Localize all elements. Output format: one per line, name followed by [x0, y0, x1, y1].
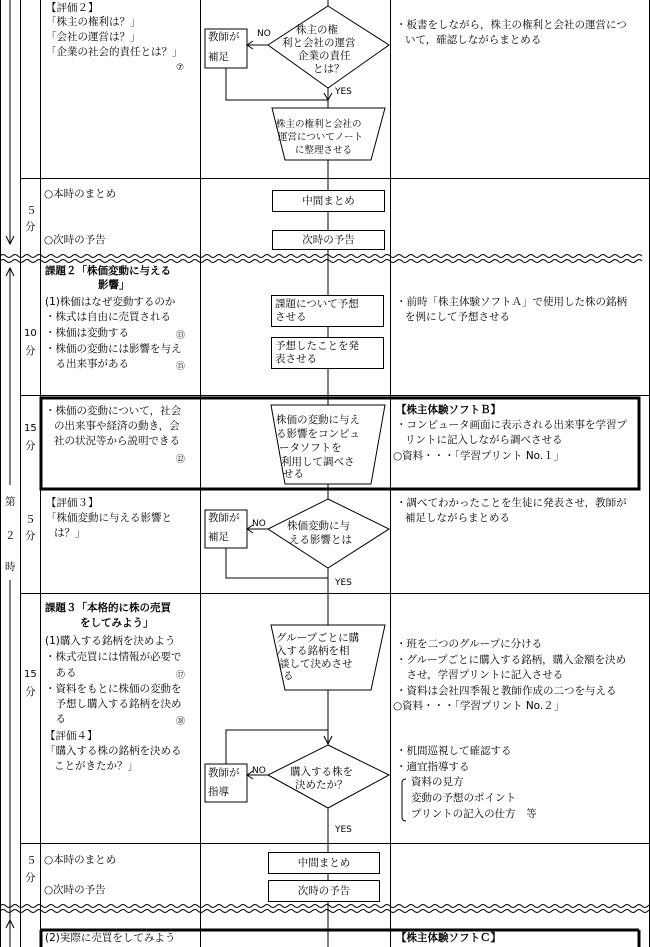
- trap-1-line-1: 株主の権利と会社の: [276, 119, 362, 130]
- sec3-trap-line-4: 利用して調べさ: [281, 456, 355, 468]
- task3-right2-line-2: ・適宜指導する: [396, 761, 470, 773]
- eval3-label: 【評価３】: [46, 497, 99, 509]
- summary2-next-box: 次時の予告: [268, 880, 380, 902]
- summary1-next-box: 次時の予告: [272, 230, 385, 250]
- diamond-3-line-2: 決めたか？: [295, 779, 348, 791]
- sec3-trap-line-3: ータソフトを: [279, 442, 342, 454]
- task3-item-4: ・資料をもとに株価の変動を: [45, 683, 182, 695]
- sec3-left-line-3: 社の状況等から説明できる: [54, 435, 180, 447]
- eval2-line-1: 「株主の権利は？」: [46, 16, 141, 28]
- task2-box-2-line-2: 表させる: [275, 353, 317, 365]
- teacher-box-1-line-2: 補足: [208, 51, 229, 63]
- sec4-minutes-num: ５: [25, 514, 36, 526]
- diamond-1-line-2: 利と会社の運営: [282, 37, 356, 49]
- teacher-box-3-line-1: 教師が: [208, 767, 240, 779]
- task3-item-5: 予想し購入する銘柄を決め: [45, 698, 182, 710]
- right-text-1-line-1: ・板書をしながら，株主の権利と会社の運営につ: [396, 19, 627, 31]
- sec4-right-line-1: ・調べてわかったことを生徒に発表させ，教師が: [396, 497, 627, 509]
- task2-sub1: (1)株価はなぜ変動するのか: [45, 296, 176, 308]
- sec3-number-12: ⑫: [176, 455, 186, 465]
- sec3-trap-line-2: る影響をコンピュ: [276, 428, 360, 440]
- summary1-summary-label: ○本時のまとめ: [44, 188, 117, 200]
- diamond-2-line-1: 株価変動に与: [287, 520, 350, 532]
- summary2-mid-box: 中間まとめ: [268, 852, 380, 874]
- teacher-box-2-line-1: 教師が: [208, 512, 240, 524]
- task2-minutes-num: 10: [24, 328, 37, 339]
- task3-item-1: (1)購入する銘柄を決めよう: [45, 635, 176, 647]
- eval2-line-3: 「企業の社会的責任とは？」: [46, 46, 183, 58]
- summary1-mid-box: 中間まとめ: [272, 190, 385, 212]
- task2-item-3: ・株価の変動には影響を与え: [45, 343, 182, 355]
- diamond-3-line-1: 購入する株を: [290, 766, 353, 778]
- sec3-trap-line-1: 株価の変動に与え: [276, 414, 360, 426]
- task2-number-13: ⑬: [176, 331, 186, 341]
- task3-bracket-line-1: 資料の見方: [411, 776, 464, 788]
- eval4-line-1: 「購入する株の銘柄を決める: [45, 745, 182, 757]
- summary2-minutes-num: ５: [26, 855, 37, 867]
- sec3-minutes-num: 15: [24, 423, 37, 434]
- diamond-1-line-1: 株主の権: [296, 24, 338, 36]
- sec4-minutes-unit: 分: [25, 530, 36, 542]
- summary2-preview-label: ○次時の予告: [44, 884, 106, 896]
- sec3-left-line-2: の出来事や経済の動き，会: [54, 420, 180, 432]
- task3-right-line-5: ○資料・・・「学習プリント No.２」: [393, 700, 565, 712]
- task3-title-line-2: をしてみよう」: [80, 617, 154, 629]
- task2-title-line-2: 影響」: [98, 279, 130, 291]
- eval4-label: 【評価４】: [45, 730, 98, 742]
- task2-box-2-line-1: 予想したことを発: [275, 340, 359, 352]
- sec6-left-text: (2)実際に売買をしてみよう: [45, 932, 176, 944]
- task2-box-1-line-1: 課題について予想: [275, 298, 359, 310]
- yes-label-2: YES: [335, 578, 352, 588]
- sec3-right-line-2: リントに記入しながら調べさせる: [405, 434, 563, 446]
- teacher-box-3-line-2: 指導: [208, 786, 229, 798]
- eval4-line-2: ことがきたか？」: [54, 760, 138, 772]
- no-label-1: NO: [257, 29, 271, 39]
- task3-number-18: ⑱: [176, 717, 186, 727]
- trap-1-line-2: 運営についてノート: [278, 132, 364, 143]
- task3-right-line-4: ・資料は会社四季報と教師作成の二つを与える: [396, 685, 617, 697]
- task3-title-line-1: 課題３「本格的に株の売買: [45, 602, 171, 614]
- sec3-left-line-1: ・株価の変動について，社会: [45, 405, 182, 417]
- sec3-trap-line-5: せる: [283, 468, 304, 480]
- diamond-1-line-3: 企業の責任: [298, 50, 351, 62]
- eval2-line-2: 「会社の運営は？」: [46, 31, 141, 43]
- task3-minutes-num: 15: [24, 669, 37, 680]
- right-text-1-line-2: いて，確認しながらまとめる: [405, 34, 542, 46]
- task2-right-line-2: を例にして予想させる: [405, 311, 510, 323]
- sec3-right-line-3: ○資料・・・「学習プリント No.１」: [393, 450, 565, 462]
- summary1-minutes-num: ５: [26, 205, 37, 217]
- diamond-1-line-4: とは？: [313, 63, 345, 75]
- diamond-2-line-2: える影響とは: [289, 534, 352, 546]
- sec3-right-line-1: ・コンピュータ画面に表示される出来事を学習プ: [396, 419, 627, 431]
- task3-bracket-line-3: プリントの記入の仕方 等: [411, 808, 537, 820]
- task3-trap-line-4: る: [283, 670, 294, 682]
- task3-item-6: る: [45, 713, 66, 725]
- task3-right2-line-1: ・机間巡視して確認する: [396, 745, 512, 757]
- task2-title-line-1: 課題２「株価変動に与える: [45, 265, 171, 277]
- eval3-line-1: 「株価変動に与える影響と: [46, 512, 172, 524]
- task2-box-1-line-2: させる: [275, 311, 307, 323]
- task3-right-line-2: ・グループごとに購入する銘柄，購入金額を決め: [396, 654, 627, 666]
- task2-minutes-unit: 分: [25, 345, 36, 357]
- sec3-right-title: 【株主体験ソフトＢ】: [396, 404, 501, 416]
- sec4-right-line-2: 補足しながらまとめる: [405, 512, 510, 524]
- task3-item-3: ある: [45, 667, 77, 679]
- task3-trap-line-2: 入する銘柄を相: [276, 645, 350, 657]
- summary2-minutes-unit: 分: [25, 872, 36, 884]
- task3-number-17: ⑰: [176, 671, 186, 681]
- task2-right-line-1: ・前時「株主体験ソフトＡ」で使用した株の銘柄: [396, 296, 627, 308]
- task2-number-15: ⑮: [176, 362, 186, 372]
- sec6-right-title: 【株主体験ソフトＣ】: [396, 932, 501, 944]
- task2-item-2: ・株価は変動する: [45, 327, 129, 339]
- eval2-label: 【評価２】: [46, 2, 99, 14]
- summary1-minutes-unit: 分: [25, 221, 36, 233]
- no-label-2: NO: [252, 519, 266, 529]
- no-label-3: NO: [252, 766, 266, 776]
- side-label-2: ２: [5, 530, 16, 542]
- teacher-box-1-line-1: 教師が: [208, 31, 240, 43]
- eval3-line-2: は？」: [54, 527, 86, 539]
- eval2-number: ⑦: [176, 63, 185, 73]
- task2-item-1: ・株式は自由に売買される: [45, 311, 171, 323]
- task3-right-line-3: させ，学習プリントに記入させる: [396, 669, 564, 681]
- side-label-3: 時: [5, 561, 16, 573]
- summary1-preview-label: ○次時の予告: [44, 234, 106, 246]
- task3-item-2: ・株式売買には情報が必要で: [45, 651, 182, 663]
- summary2-summary-label: ○本時のまとめ: [44, 854, 117, 866]
- task3-trap-line-1: グループごとに購: [276, 632, 360, 644]
- task3-bracket-line-2: 変動の予想のポイント: [411, 792, 516, 804]
- trap-1-line-3: に整理させる: [295, 145, 353, 156]
- teacher-box-2-line-2: 補足: [208, 531, 229, 543]
- task3-minutes-unit: 分: [25, 686, 36, 698]
- side-label-1: 第: [5, 496, 16, 508]
- task3-right-line-1: ・班を二つのグループに分ける: [396, 638, 543, 650]
- sec3-minutes-unit: 分: [25, 440, 36, 452]
- task3-trap-line-3: 談して決めさせ: [279, 658, 353, 670]
- yes-label-1: YES: [335, 87, 352, 97]
- task2-item-4: る出来事がある: [45, 358, 129, 370]
- yes-label-3: YES: [335, 825, 352, 835]
